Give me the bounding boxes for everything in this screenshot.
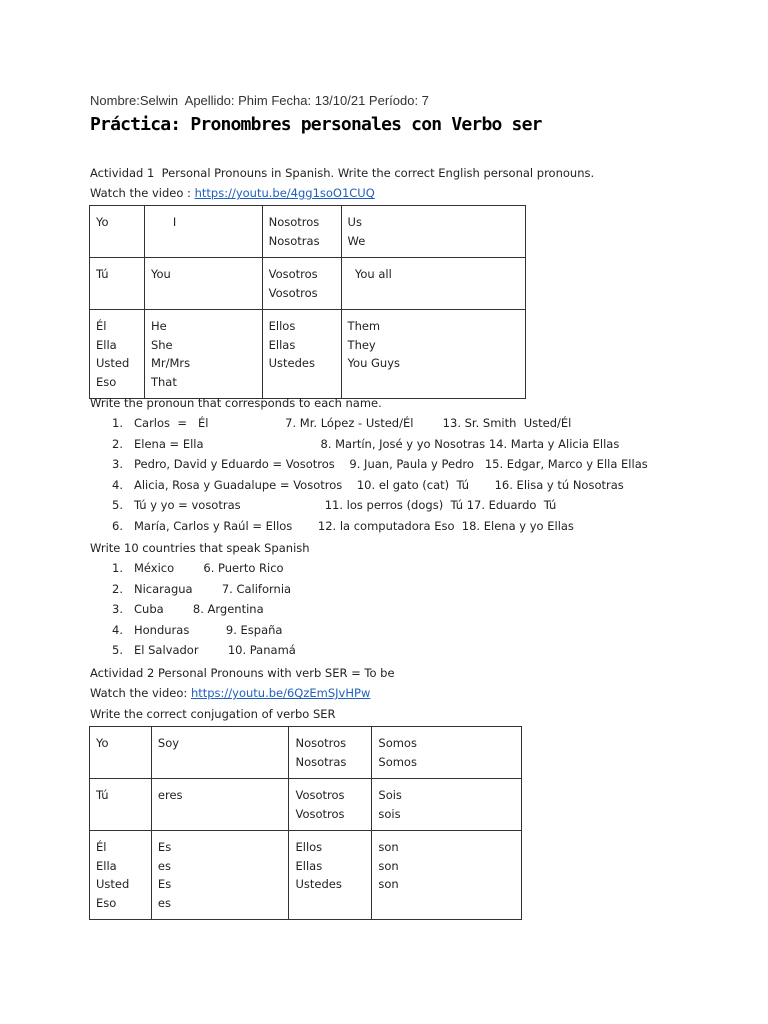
list-text: Carlos = Él 7. Mr. López - Usted/Él 13. Sr. Smith Usted/Él: [134, 416, 572, 430]
table-cell: [144, 258, 262, 310]
cell-text: Ellos: [268, 319, 296, 333]
list-number: 6.: [112, 518, 123, 533]
list-number: 5.: [112, 498, 123, 513]
list-item: [90, 413, 648, 434]
table-cell: [90, 779, 152, 831]
list-item: [90, 558, 296, 579]
cell-text: Them: [347, 319, 381, 333]
student-info-line: Nombre:Selwin Apellido: Phim Fecha: 13/10/21 Período: 7: [90, 93, 429, 108]
list-text: Elena = Ella 8. Martín, José y yo Nosotras 14. Marta y Alicia Ellas: [134, 436, 620, 451]
activity1-video-link[interactable]: https://youtu.be/4gg1soO1CUQ: [194, 186, 375, 200]
list-item: [90, 434, 648, 455]
list-text: María, Carlos y Raúl = Ellos 12. la computadora Eso 18. Elena y yo Ellas: [134, 518, 574, 533]
activity1-video-line: [90, 186, 375, 200]
cell-text: Us: [347, 215, 362, 229]
cell-text: Yo: [96, 215, 109, 229]
cell-text: You: [150, 267, 171, 281]
cell-text: son: [378, 877, 399, 891]
pronoun-prompt: Write the pronoun that corresponds to each name.: [90, 396, 382, 410]
ser-conjugation-table: [89, 726, 522, 920]
table-cell: [90, 727, 152, 779]
table-cell: [151, 727, 289, 779]
cell-text: Vosotros: [295, 806, 345, 821]
cell-text: Nosotros: [295, 736, 347, 750]
list-number: 2.: [112, 436, 123, 451]
list-text: Tú y yo = vosotras 11. los perros (dogs) Tú 17. Eduardo Tú: [134, 498, 557, 513]
cell-text: Eso: [96, 374, 117, 389]
video-prefix: Watch the video:: [90, 686, 191, 700]
cell-text: Tú: [96, 788, 109, 802]
list-number: 4.: [112, 477, 123, 492]
cell-text: eres: [157, 788, 183, 802]
cell-text: Sois: [378, 788, 402, 802]
list-item: [90, 620, 296, 641]
table-cell: [90, 258, 145, 310]
list-text: Honduras 9. España: [134, 622, 283, 637]
cell-text: We: [347, 233, 366, 248]
list-text: El Salvador 10. Panamá: [134, 643, 296, 658]
cell-text: I: [150, 215, 177, 229]
table-cell: [151, 831, 289, 920]
cell-text: Mr/Mrs: [150, 356, 191, 370]
list-number: 2.: [112, 581, 123, 596]
cell-text: She: [150, 337, 173, 352]
cell-text: Él: [96, 840, 107, 854]
list-text: Cuba 8. Argentina: [134, 602, 264, 617]
table-cell: [90, 310, 145, 399]
cell-text: Yo: [96, 736, 109, 750]
activity2-instruction: Actividad 2 Personal Pronouns with verb SER = To be: [90, 666, 395, 680]
table-row: [90, 779, 522, 831]
cell-text: son: [378, 858, 399, 873]
cell-text: Somos: [378, 736, 417, 750]
list-text: Pedro, David y Eduardo = Vosotros 9. Juan, Paula y Pedro 15. Edgar, Marco y Ella Ellas: [134, 457, 648, 472]
cell-text: Ellas: [268, 337, 296, 352]
list-number: 3.: [112, 602, 123, 617]
table-cell: [90, 206, 145, 258]
countries-list: [90, 558, 296, 661]
table-cell: [372, 727, 522, 779]
cell-text: es: [157, 895, 171, 910]
list-number: 4.: [112, 622, 123, 637]
cell-text: es: [157, 858, 171, 873]
cell-text: son: [378, 840, 399, 854]
cell-text: Él: [96, 319, 107, 333]
table-row: [90, 727, 522, 779]
pronouns-table: [89, 205, 526, 399]
table-row: [90, 310, 526, 399]
cell-text: Vosotros: [268, 285, 318, 300]
list-number: 5.: [112, 643, 123, 658]
cell-text: Usted: [96, 877, 130, 891]
pronoun-list: [90, 413, 648, 537]
list-item: [90, 599, 296, 620]
table-cell: [289, 831, 372, 920]
video-prefix: Watch the video :: [90, 186, 195, 200]
table-cell: [262, 206, 341, 258]
cell-text: Somos: [378, 754, 417, 769]
cell-text: Usted: [96, 356, 130, 370]
table-cell: [341, 310, 525, 399]
list-text: Nicaragua 7. California: [134, 581, 292, 596]
cell-text: Es: [157, 877, 172, 891]
cell-text: Es: [157, 840, 172, 854]
cell-text: Ella: [96, 858, 117, 873]
cell-text: Nosotras: [295, 754, 347, 769]
cell-text: Ustedes: [295, 877, 342, 891]
list-item: [90, 454, 648, 475]
table-cell: [144, 206, 262, 258]
table-cell: [341, 258, 525, 310]
cell-text: He: [150, 319, 167, 333]
list-text: Alicia, Rosa y Guadalupe = Vosotros 10. el gato (cat) Tú 16. Elisa y tú Nosotras: [134, 477, 624, 492]
cell-text: Vosotros: [268, 267, 318, 281]
countries-prompt: Write 10 countries that speak Spanish: [90, 541, 310, 555]
table-cell: [90, 831, 152, 920]
table-cell: [262, 310, 341, 399]
page-title: Práctica: Pronombres personales con Verbo ser: [90, 114, 542, 135]
table-cell: [289, 727, 372, 779]
cell-text: sois: [378, 806, 401, 821]
table-cell: [151, 779, 289, 831]
cell-text: Tú: [96, 267, 109, 281]
activity2-video-link[interactable]: https://youtu.be/6QzEmSJvHPw: [190, 686, 371, 700]
list-text: México 6. Puerto Rico: [134, 561, 284, 575]
cell-text: You Guys: [347, 356, 401, 370]
table-cell: [144, 310, 262, 399]
cell-text: Eso: [96, 895, 117, 910]
cell-text: Ellas: [295, 858, 323, 873]
activity2-video-line: [90, 686, 370, 700]
table-cell: [372, 779, 522, 831]
activity1-instruction: Actividad 1 Personal Pronouns in Spanish. Write the correct English personal pronouns.: [90, 166, 595, 180]
cell-text: Nosotros: [268, 215, 320, 229]
table-cell: [262, 258, 341, 310]
cell-text: That: [150, 374, 177, 389]
cell-text: Soy: [157, 736, 180, 750]
list-number: 1.: [112, 416, 123, 430]
cell-text: You all: [347, 267, 392, 281]
table-row: [90, 206, 526, 258]
cell-text: Ella: [96, 337, 117, 352]
table-cell: [341, 206, 525, 258]
list-number: 3.: [112, 457, 123, 472]
cell-text: Vosotros: [295, 788, 345, 802]
conjugation-prompt: Write the correct conjugation of verbo SER: [90, 707, 336, 721]
list-item: [90, 495, 648, 516]
list-item: [90, 640, 296, 661]
list-number: 1.: [112, 561, 123, 575]
list-item: [90, 516, 648, 537]
list-item: [90, 579, 296, 600]
cell-text: Ustedes: [268, 356, 315, 370]
cell-text: Nosotras: [268, 233, 320, 248]
cell-text: They: [347, 337, 376, 352]
table-cell: [289, 779, 372, 831]
table-row: [90, 831, 522, 920]
cell-text: Ellos: [295, 840, 323, 854]
table-cell: [372, 831, 522, 920]
list-item: [90, 475, 648, 496]
table-row: [90, 258, 526, 310]
